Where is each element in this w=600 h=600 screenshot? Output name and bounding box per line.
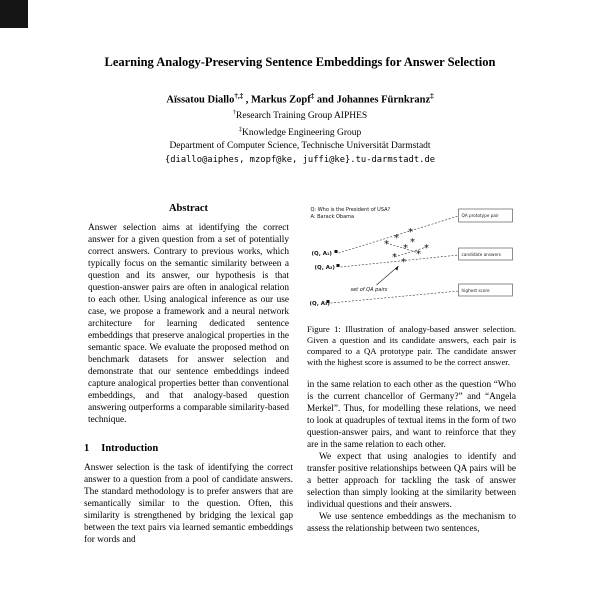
affil-1-text: Research Training Group AIPHES (236, 110, 368, 121)
author-2-affil-mark: ‡ (310, 92, 315, 101)
intro-paragraph-1: Answer selection is the task of identifying the correct answer to a question from a pool of candidate answers. The standard methodology is to prefer answers that are semantically similar to the question. Often, this similarity is strengthened by bridging the lexical gap between the text pairs via learned semantic embeddings for words and (84, 462, 293, 545)
svg-text:*: * (403, 243, 408, 255)
abstract-text: Answer selection aims at identifying the correct answer for a given question from a set of potentially correct answers. Contrary to previous works, which typically focus on the semantic similarity between a question and its answer, our hypothesis is that question-answer pairs are often in analogical relation to each other. Using analogical inference as our use case, we propose a framework and a neural network architecture for learning dedicated sentence embeddings that preserve analogical properties in the semantic space. We evaluate the proposed method on benchmark datasets for answer selection and demonstrate that our sentence embeddings indeed capture analogical properties better than conventional embeddings, and that analogy-based question answering outperforms a comparable similarity-based technique. (88, 223, 289, 425)
svg-text:*: * (392, 252, 397, 264)
svg-text:*: * (410, 237, 415, 249)
set-of-qa-pairs-label: set of QA pairs (350, 287, 388, 294)
affiliation-line-3: Department of Computer Science, Technische Universität Darmstadt (169, 141, 431, 152)
pair-label-2: (Q, A₂) (314, 265, 335, 272)
left-column (84, 203, 293, 547)
affiliation-line-1 (84, 106, 516, 123)
affil-2-text: Knowledge Engineering Group (242, 128, 362, 139)
author-3-affil-mark: ‡ (430, 92, 434, 101)
corner-mark (0, 0, 28, 28)
abstract-heading: Abstract (168, 203, 209, 215)
affiliation-line-2 (84, 123, 516, 140)
figure-prototype-question-label: Q: Who is the President of USA? (310, 207, 391, 214)
figure-1-diagram (307, 203, 516, 321)
affil-2-mark: ‡ (238, 125, 242, 133)
annotation-box-2-label: candidate answers (461, 252, 501, 258)
author-1-affil-mark: †,‡ (234, 92, 244, 101)
svg-text:*: * (424, 243, 429, 255)
email-line: {diallo@aiphes, mzopf@ke, juffi@ke}.tu-darmstadt.de (164, 155, 436, 166)
body-paragraph-1: in the same relation to each other as the question “Who is the current chancellor of Germany?” and “Angela Merkel”. Thus, for modelling these relations, we need to look at quadruples of textual items in the form of two question-answer pairs, and want to reinforce that they are in the same relation to each other. (307, 380, 516, 451)
right-column (307, 203, 516, 547)
section-number: 1 (84, 442, 90, 454)
set-arrow (377, 266, 399, 285)
figure-prototype-answer-label: A: Barack Obama (310, 214, 355, 221)
section-heading-introduction (84, 443, 293, 454)
svg-text:*: * (394, 233, 399, 245)
section-title: Introduction (101, 442, 159, 454)
svg-text:*: * (401, 257, 406, 269)
author-2: Markus Zopf (250, 94, 311, 106)
affil-1-mark: † (232, 108, 237, 116)
body-paragraph-2: We expect that using analogies to identify and transfer positive relationships between QA pairs will be a better approach for tackling the task of answer selection than simply looking at the similarity between individual questions and their answers. (307, 452, 516, 511)
author-separator-1: , (243, 94, 251, 106)
pair-label-3: (Q, A₃) (309, 301, 330, 308)
svg-text:*: * (408, 227, 413, 239)
author-1: Aïssatou Diallo (166, 94, 235, 106)
annotation-box-3-label: highest score (461, 288, 490, 294)
svg-text:*: * (384, 239, 389, 251)
svg-text:*: * (416, 249, 421, 261)
author-3: Johannes Fürnkranz (336, 94, 431, 106)
authors-line (84, 92, 516, 106)
paper-title: Learning Analogy-Preserving Sentence Embeddings for Answer Selection (104, 55, 496, 69)
body-paragraph-3: We use sentence embeddings as the mechanism to assess the relationship between two sentences, (307, 512, 516, 535)
figure-1 (307, 203, 516, 368)
author-separator-2: and (314, 94, 337, 106)
two-column-layout (84, 203, 516, 547)
pair-label-1: (Q, A₁) (311, 251, 332, 258)
figure-1-caption: Figure 1: Illustration of analogy-based answer selection. Given a question and its candidate answers, each pair is compared to a QA prototype pair. The candidate answer with the highest score is assumed to be the correct answer. (307, 324, 516, 368)
annotation-box-1-label: QA prototype pair (461, 213, 499, 219)
candidate-pair-markers (327, 250, 340, 303)
